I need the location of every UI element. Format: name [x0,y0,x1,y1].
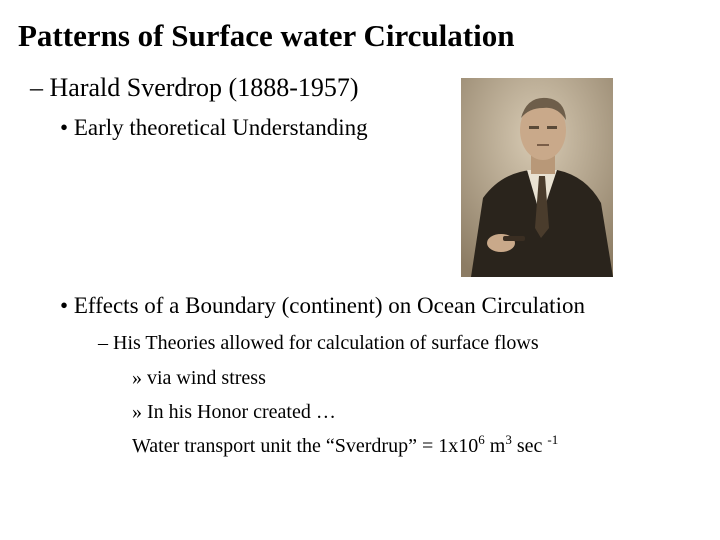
bullet-boundary-effects [60,293,585,319]
detail-text: via wind stress [147,367,266,389]
dash-glyph: – [30,73,43,102]
sverdrup-unit-definition [132,432,559,458]
dash-glyph: – [98,332,108,354]
bullet-glyph: • [60,293,69,318]
detail-text: In his Honor created … [147,401,336,423]
slide-title: Patterns of Surface water Circulation [18,18,515,53]
unit-meter: m [484,435,506,457]
subheading-text: Harald Sverdrop (1888-1957) [49,73,359,102]
sub-point-theories [98,332,539,355]
detail-wind-stress [132,367,266,390]
unit-prefix: Water transport unit the “Sverdrup” = 1x10 [132,435,479,457]
unit-sec: sec [511,435,548,457]
exponent-3: 3 [505,432,512,447]
bullet-text: Early theoretical Understanding [73,115,368,140]
sub-point-text: His Theories allowed for calculation of surface flows [113,332,539,354]
guillemet-glyph: » [132,367,142,389]
exponent-6: 6 [478,432,485,447]
exponent-neg1: -1 [547,432,559,447]
portrait-image [461,78,613,277]
bullet-text: Effects of a Boundary (continent) on Ocean Circulation [73,293,585,318]
portrait-photo [461,78,613,277]
subheading-sverdrup [30,73,359,103]
bullet-early-theory [60,115,368,141]
bullet-glyph: • [60,115,69,140]
detail-honor [132,401,336,424]
guillemet-glyph: » [132,401,142,423]
